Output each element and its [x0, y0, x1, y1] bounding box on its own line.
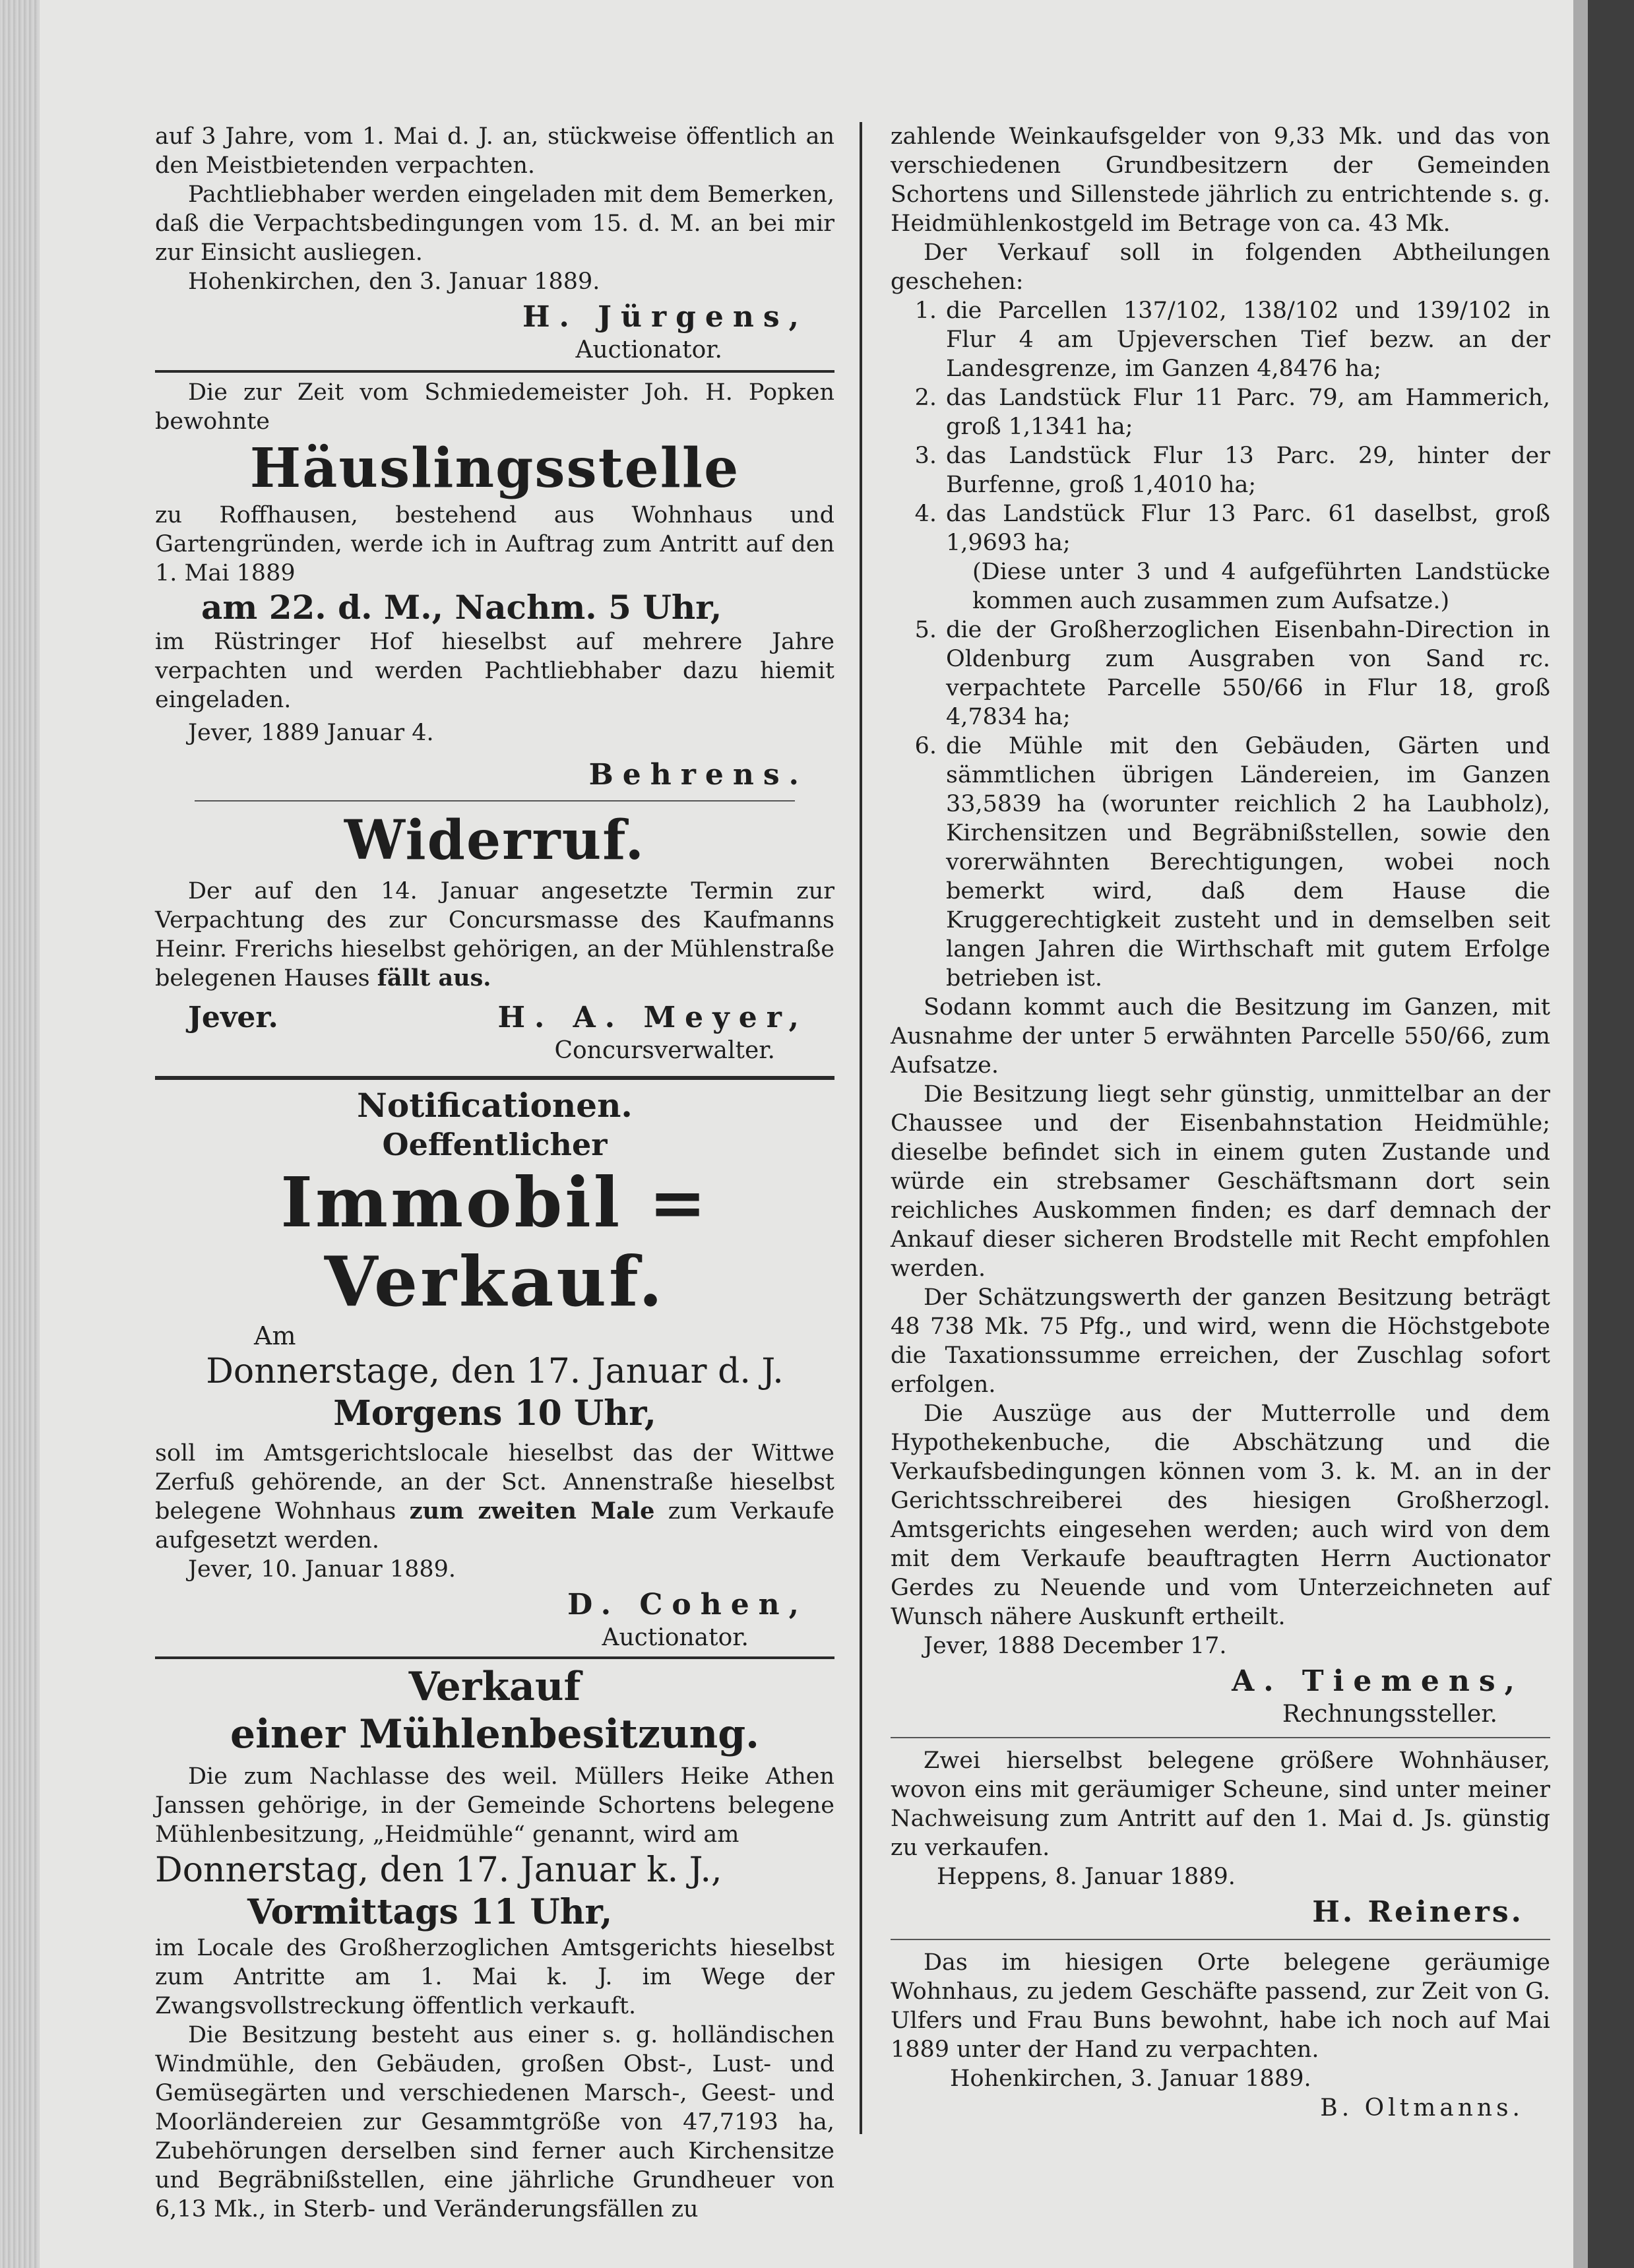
section-divider	[195, 800, 795, 802]
ad-date: Jever, 1888 December 17.	[924, 1633, 1227, 1659]
book-edge-left	[0, 0, 40, 2268]
ad-text-emphasis: fällt aus.	[377, 964, 491, 992]
section-divider	[891, 1939, 1550, 1940]
ad-signature: H. Reiners.	[1312, 1895, 1524, 1929]
sale-item	[891, 499, 1550, 557]
ad-text: zu Roffhausen, bestehend aus Wohnhaus und Gartengründen, werde ich in Auftrag zum Antritt auf den 1. Mai 1889	[155, 502, 834, 586]
ad-text: Sodann kommt auch die Besitzung im Ganzen, mit Ausnahme der unter 5 erwähnten Parcelle 550/66, zum Aufsatze.	[891, 994, 1550, 1079]
ad-text: Der Verkauf soll in folgenden Abtheilungen geschehen:	[891, 239, 1550, 295]
section-divider	[155, 1076, 834, 1080]
ad-signature: D. Cohen,	[567, 1588, 808, 1622]
sale-item	[891, 557, 1550, 615]
sale-item-number: 4.	[914, 501, 937, 527]
ad-heading: einer Mühlenbesitzung.	[230, 1711, 760, 1757]
ad-haeuslingsstelle	[155, 378, 834, 794]
ad-signer-title: Concursverwalter.	[554, 1037, 775, 1064]
ad-date-time: Morgens 10 Uhr,	[333, 1393, 656, 1433]
ad-date-time: am 22. d. M., Nachm. 5 Uhr,	[201, 588, 722, 627]
sale-item-text: die Mühle mit den Gebäuden, Gärten und sämmtlichen übrigen Ländereien, im Ganzen 33,5839 ha (worunter reichlich 2 ha Laubholz), Kirchensitzen und Begräbnißstellen, sowie den vorerwähnten Berechtigungen, wobei noch bemerkt wird, daß dem Hause die Kruggerechtigkeit zusteht und in demselben seit langen Jahren die Wirthschaft mit gutem Erfolge betrieben ist.	[946, 733, 1550, 992]
ad-wohnhaus-hohenkirchen	[891, 1948, 1550, 2124]
sale-item-number: 3.	[914, 443, 937, 469]
ad-date: Heppens, 8. Januar 1889.	[937, 1864, 1236, 1890]
ad-text	[155, 1439, 834, 1555]
ad-subheading: Oeffentlicher	[382, 1127, 608, 1162]
section-divider	[155, 1656, 834, 1659]
ad-signature: H. Jürgens,	[522, 300, 808, 334]
sale-item-number	[891, 557, 946, 615]
ad-signature: A. Tiemens,	[1232, 1664, 1524, 1698]
ad-heading: Immobil = Verkauf.	[280, 1162, 709, 1322]
ad-signer-title: Auctionator.	[602, 1624, 749, 1651]
sale-item-number: 5.	[914, 617, 937, 643]
section-heading: Notificationen.	[357, 1086, 633, 1125]
ad-widerruf	[155, 808, 834, 1065]
page-shadow	[1573, 0, 1588, 2268]
sale-item-text: das Landstück Flur 13 Parc. 29, hinter der Burfenne, groß 1,4010 ha;	[946, 443, 1550, 498]
ad-signature: H. A. Meyer,	[497, 1001, 808, 1034]
ad-date-time: Donnerstag, den 17. Januar k. J.,	[155, 1850, 722, 1890]
ad-text: Zwei hierselbst belegene größere Wohnhäuser, wovon eins mit geräumiger Scheune, sind unter meiner Nachweisung zum Antritt auf den 1. Mai d. Js. günstig zu verkaufen.	[891, 1748, 1550, 1861]
ad-text: Das im hiesigen Orte belegene geräumige Wohnhaus, zu jedem Geschäfte passend, zur Zeit von G. Ulfers und Frau Buns bewohnt, habe ich noch auf Mai 1889 unter der Hand zu verpachten.	[891, 1949, 1550, 2063]
ad-wohnhaeuser-heppens	[891, 1746, 1550, 1931]
ad-text: Pachtliebhaber werden eingeladen mit dem Bemerken, daß die Verpachtsbedingungen vom 15. d. M. an bei mir zur Einsicht ausliegen.	[155, 181, 834, 266]
ad-text	[155, 877, 834, 993]
ad-text: im Locale des Großherzoglichen Amtsgerichts hieselbst zum Antritte am 1. Mai k. J. im Wege der Zwangsvollstreckung öffentlich verkauft.	[155, 1935, 834, 2019]
ad-date: Hohenkirchen, 3. Januar 1889.	[950, 2065, 1311, 2092]
ad-text-emphasis: zum zweiten Male	[409, 1497, 655, 1525]
sale-item	[891, 441, 1550, 499]
sale-item-text: die der Großherzoglichen Eisenbahn-Direction in Oldenburg zum Ausgraben von Sand rc. verpachtete Parcelle 550/66 in Flur 18, groß 4,7834 ha;	[946, 617, 1550, 730]
ad-text: im Rüstringer Hof hieselbst auf mehrere Jahre verpachten und werden Pachtliebhaber dazu hiemit eingeladen.	[155, 629, 834, 713]
sale-item-text: (Diese unter 3 und 4 aufgeführten Landstücke kommen auch zusammen zum Aufsatze.)	[972, 559, 1550, 614]
ad-immobil-verkauf	[155, 1085, 834, 1653]
ad-date: Jever, 10. Januar 1889.	[188, 1556, 456, 1583]
ad-signer-title: Auctionator.	[575, 336, 722, 363]
ad-text: Der Schätzungswerth der ganzen Besitzung beträgt 48 738 Mk. 75 Pfg., und wird, wenn die Höchstgebote die Taxationssumme erreichen, der Zuschlag sofort erfolgen.	[891, 1284, 1550, 1398]
ad-text: Am	[254, 1321, 296, 1350]
ad-date-time: Donnerstage, den 17. Januar d. J.	[206, 1352, 784, 1391]
ad-text: zahlende Weinkaufsgelder von 9,33 Mk. und das von verschiedenen Grundbesitzern der Gemeinden Schortens und Sillenstede jährlich zu entrichtende s. g. Heidmühlenkostgeld im Betrage von ca. 43 Mk.	[891, 123, 1550, 237]
ad-muehlenbesitzung-continued	[891, 122, 1550, 1729]
ad-signature: Behrens.	[588, 758, 808, 792]
ad-intro: Die zur Zeit vom Schmiedemeister Joh. H. Popken bewohnte	[155, 379, 834, 435]
ad-heading: Verkauf	[408, 1664, 581, 1710]
ad-signer-title: Rechnungssteller.	[1282, 1701, 1497, 1728]
section-divider	[891, 1737, 1550, 1738]
sale-item	[891, 296, 1550, 383]
sale-item-text: das Landstück Flur 13 Parc. 61 daselbst, groß 1,9693 ha;	[946, 501, 1550, 556]
sale-item-number: 1.	[914, 298, 937, 324]
ad-text-main: Der auf den 14. Januar angesetzte Termin zur Verpachtung des zur Concursmasse des Kaufmanns Heinr. Frerichs hieselbst gehörigen, an der Mühlenstraße belegenen Hauses	[155, 878, 834, 992]
ad-date: Jever, 1889 Januar 4.	[188, 720, 434, 746]
left-column	[155, 122, 834, 2224]
ad-date: Hohenkirchen, den 3. Januar 1889.	[188, 268, 600, 295]
ad-heading: Häuslingsstelle	[249, 437, 740, 500]
ad-lease-hohenkirchen	[155, 122, 834, 365]
ad-text: auf 3 Jahre, vom 1. Mai d. J. an, stückweise öffentlich an den Meistbietenden verpachten.	[155, 123, 834, 179]
sale-item	[891, 615, 1550, 732]
ad-date-time: Vormittags 11 Uhr,	[247, 1892, 613, 1932]
sale-item	[891, 383, 1550, 441]
ad-footer	[155, 997, 834, 1036]
column-divider	[860, 122, 862, 2134]
ad-text: Die zum Nachlasse des weil. Müllers Heike Athen Janssen gehörige, in der Gemeinde Schortens belegene Mühlenbesitzung, „Heidmühle“ genannt, wird am	[155, 1763, 834, 1848]
book-edge-right	[1588, 0, 1634, 2268]
ad-heading: Widerruf.	[344, 809, 646, 872]
ad-text: Die Besitzung liegt sehr günstig, unmittelbar an der Chaussee und der Eisenbahnstation Heidmühle; dieselbe befindet sich in einem guten Zustande und würde ein strebsamer Geschäftsmann dort sein reichliches Auskommen finden; es darf demnach der Ankauf dieser sicheren Brodstelle mit Recht empfohlen werden.	[891, 1081, 1550, 1282]
ad-text-main: zum Verkaufe aufgesetzt werden.	[155, 1498, 834, 1554]
sale-items-list	[891, 296, 1550, 993]
ad-text: Die Besitzung besteht aus einer s. g. holländischen Windmühle, den Gebäuden, großen Obst-, Lust- und Gemüsegärten und verschiedenen Marsch-, Geest- und Moorländereien zur Gesammtgröße von 47,7193 ha, Zubehörungen derselben sind ferner auch Kirchensitze und Begräbnißstellen, eine jährliche Grundheuer von 6,13 Mk., in Sterb- und Veränderungsfällen zu	[155, 2022, 834, 2222]
sale-item-text: die Parcellen 137/102, 138/102 und 139/102 in Flur 4 am Upjeverschen Tief bezw. an der Landesgrenze, im Ganzen 4,8476 ha;	[946, 298, 1550, 382]
ad-signature: B. Oltmanns.	[1320, 2095, 1524, 2122]
section-divider	[155, 370, 834, 373]
ad-place: Jever.	[188, 1001, 278, 1034]
sale-item-text: das Landstück Flur 11 Parc. 79, am Hammerich, groß 1,1341 ha;	[946, 385, 1550, 440]
sale-item	[891, 732, 1550, 993]
ad-muehlenbesitzung	[155, 1663, 834, 2224]
sale-item-number: 6.	[914, 733, 937, 759]
right-column	[891, 122, 1550, 2124]
sale-item-number: 2.	[914, 385, 937, 411]
ad-text-main: soll im Amtsgerichtslocale hieselbst das der Wittwe Zerfuß gehörende, an der Sct. Annenstraße hieselbst belegene Wohnhaus	[155, 1440, 834, 1525]
ad-text: Die Auszüge aus der Mutterrolle und dem Hypothekenbuche, die Abschätzung und die Verkaufsbedingungen können vom 3. k. M. an in der Gerichtsschreiberei des hiesigen Großherzogl. Amtsgerichts eingesehen werden; auch wird von dem mit dem Verkaufe beauftragten Herrn Auctionator Gerdes zu Neuende und vom Unterzeichneten auf Wunsch nähere Auskunft ertheilt.	[891, 1401, 1550, 1630]
